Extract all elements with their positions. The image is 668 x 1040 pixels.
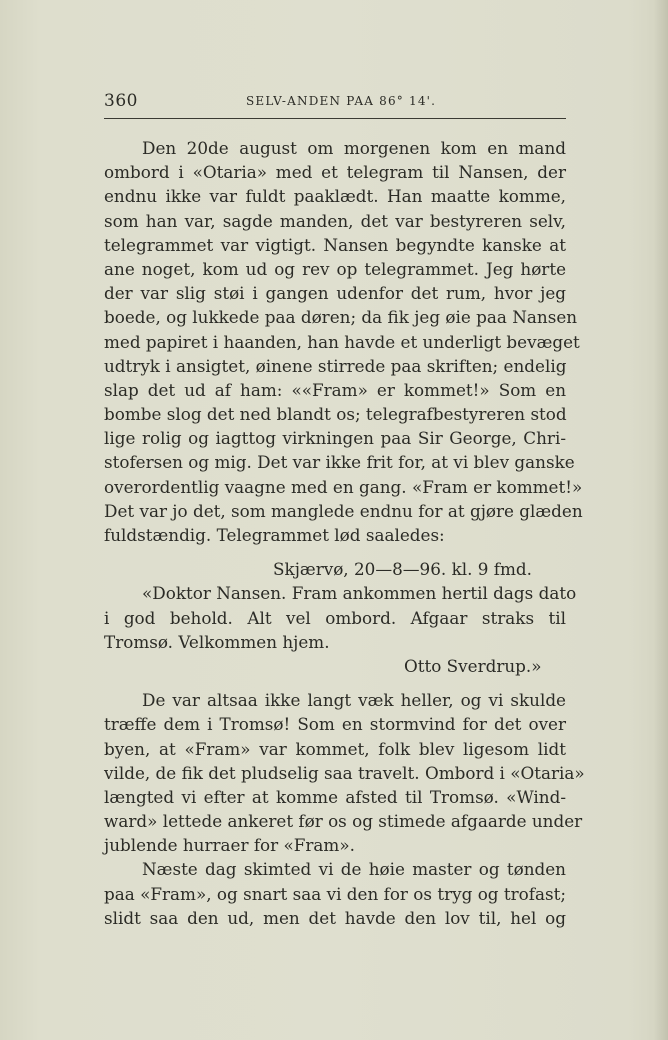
telegram-dateline: Skjærvø, 20—8—96. kl. 9 fmd. [273,559,532,580]
text-line: træffe dem i Tromsø! Som en stormvind for det over [104,714,566,735]
text-line: lige rolig og iagttog virkningen paa Sir George, Chri- [104,428,566,449]
text-line: De var altsaa ikke langt væk heller, og vi skulde [142,690,566,711]
text-line: boede, og lukkede paa døren; da fik jeg øie paa Nansen [104,307,578,328]
page-edge-shadow [654,0,668,1040]
text-line: fuldstændig. Telegrammet lød saaledes: [104,525,445,545]
page-number: 360 [104,91,138,111]
text-line: ane noget, kom ud og rev op telegrammet. Jeg hørte [104,258,566,279]
text-line: stofersen og mig. Det var ikke frit for, at vi blev ganske [104,452,575,473]
text-line: overordentlig vaagne med en gang. «Fram er kommet!» [104,476,583,497]
telegram-line: Tromsø. Velkommen hjem. [104,631,330,652]
text-line: Det var jo det, som manglede endnu for at gjøre glæden [104,500,583,521]
text-line: slap det ud af ham: ««Fram» er kommet!» Som en [104,379,566,400]
text-line: vilde, de fik det pludselig saa travelt. Ombord i «Otaria» [104,762,585,783]
text-line: Den 20de august om morgenen kom en mand [142,138,566,158]
text-line: bombe slog det ned blandt os; telegrafbestyreren stod [104,404,567,425]
telegram-line: «Doktor Nansen. Fram ankommen hertil dags dato [142,583,577,604]
body-text [104,136,585,930]
paragraph-gap [104,547,566,557]
text-line: Næste dag skimted vi de høie master og tønden [142,859,566,880]
text-line: telegrammet var vigtigt. Nansen begyndte kanske at [104,234,566,255]
text-line: ombord i «Otaria» med et telegram til Nansen, der [104,162,566,183]
page-header [104,91,566,115]
text-line: længted vi efter at komme afsted til Tromsø. «Wind- [104,786,566,807]
text-line: med papiret i haanden, han havde et underligt bevæget [104,331,580,352]
paragraph-gap [104,678,566,688]
text-line: jublende hurraer for «Fram». [104,835,355,856]
text-line: slidt saa den ud, men det havde den lov til, hel og [104,907,566,928]
text-line: paa «Fram», og snart saa vi den for os tryg og trofast; [104,883,566,904]
text-line: ward» lettede ankeret før os og stimede afgaarde under [104,811,583,832]
text-line: der var slig støi i gangen udenfor det rum, hvor jeg [104,283,566,304]
text-line: endnu ikke var fuldt paaklædt. Han maatte komme, [104,186,566,207]
text-line: byen, at «Fram» var kommet, folk blev ligesom lidt [104,738,566,759]
header-rule [104,118,566,119]
text-line: som han var, sagde manden, det var bestyreren selv, [104,210,566,231]
telegram-signature: Otto Sverdrup.» [404,655,542,676]
running-head: SELV-ANDEN PAA 86° 14'. [246,94,437,108]
telegram-line: i god behold. Alt vel ombord. Afgaar straks til [104,607,566,628]
text-line: udtryk i ansigtet, øinene stirrede paa skriften; endelig [104,355,567,376]
